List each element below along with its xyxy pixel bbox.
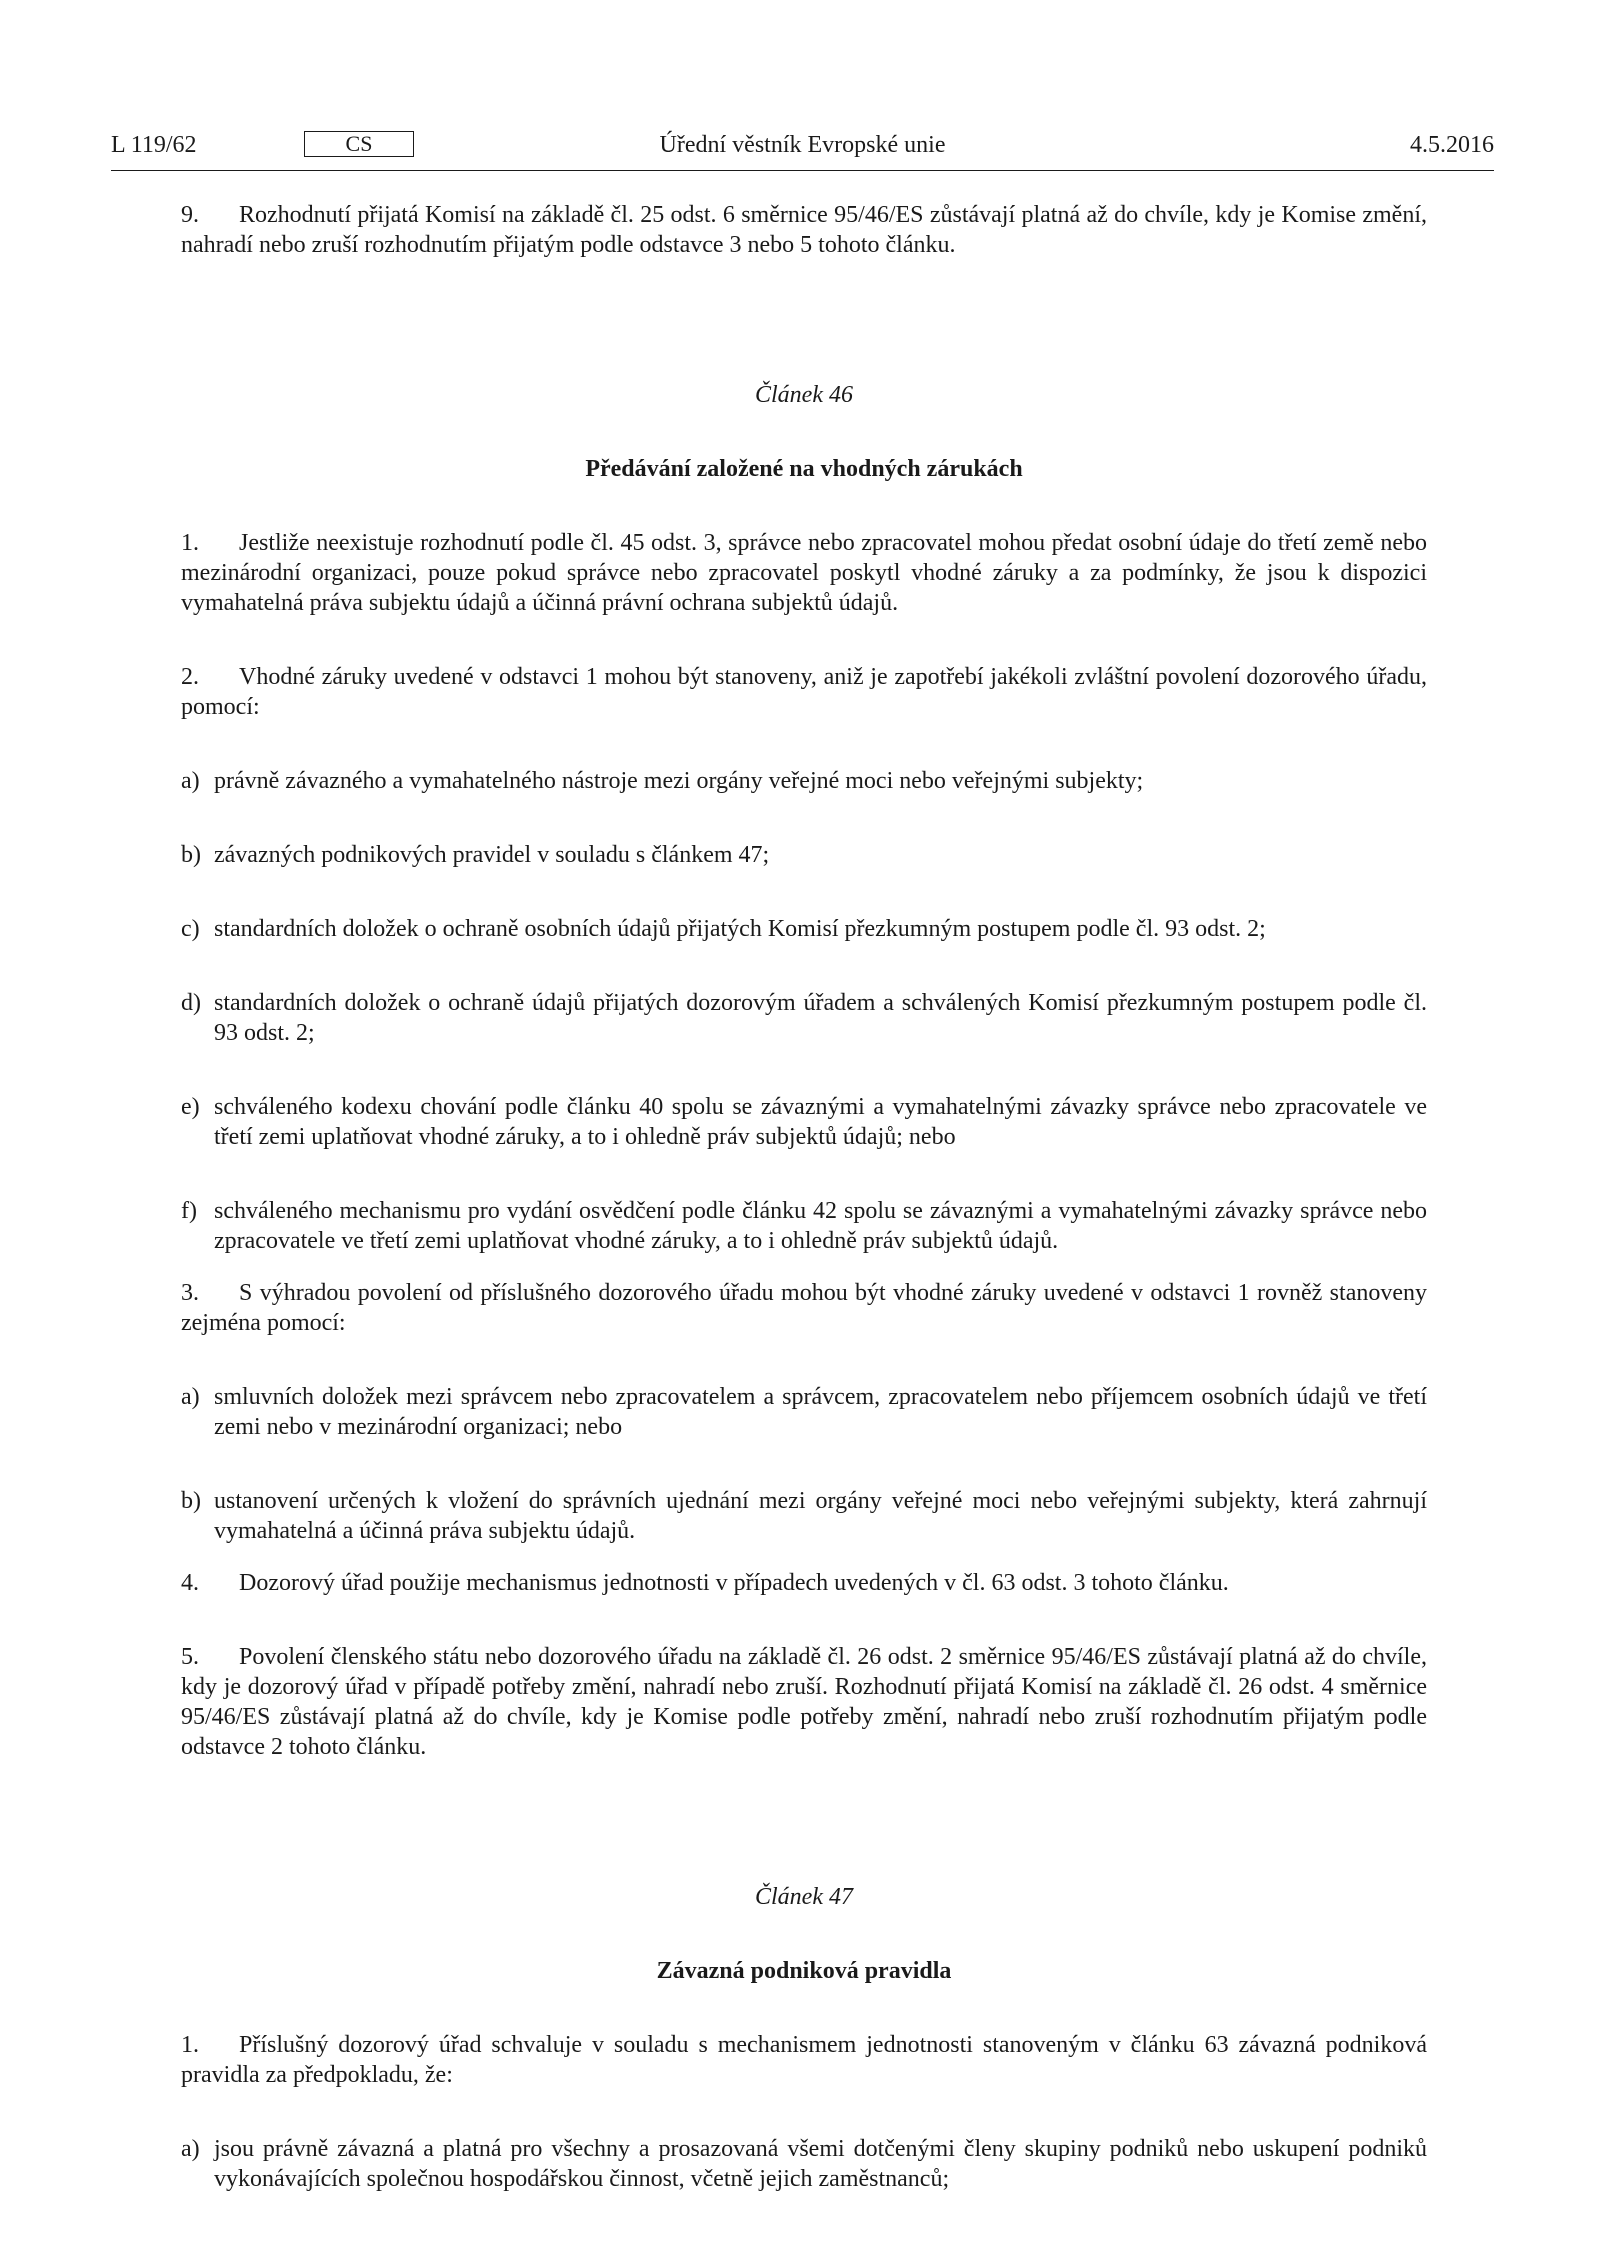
article-47-title: Závazná podniková pravidla	[656, 1958, 952, 1984]
list-item-label: a)	[181, 2136, 200, 2162]
article-46-number: Článek 46	[755, 382, 853, 408]
list-item-label: b)	[181, 842, 201, 868]
paragraph-text: S výhradou povolení od příslušného dozorového úřadu mohou být vhodné záruky uvedené v odstavci 1 rovněž stanoveny zejména pomocí:	[181, 1280, 1427, 1336]
list-item-text: standardních doložek o ochraně osobních údajů přijatých Komisí přezkumným postupem podle čl. 93 odst. 2;	[214, 916, 1266, 942]
paragraph-text: Jestliže neexistuje rozhodnutí podle čl. 45 odst. 3, správce nebo zpracovatel mohou předat osobní údaje do třetí země nebo mezinárodní organizaci, pouze pokud správce nebo zpracovatel poskytl vhodné záruky a za podmínky, že jsou k dispozici vymahatelná práva subjektu údajů a účinná právní ochrana subjektů údajů.	[181, 530, 1427, 616]
list-item-text: standardních doložek o ochraně údajů přijatých dozorovým úřadem a schválených Komisí přezkumným postupem podle čl. 93 odst. 2;	[214, 990, 1427, 1046]
paragraph-number: 3.	[181, 1280, 199, 1306]
list-item-text: schváleného kodexu chování podle článku 40 spolu se závaznými a vymahatelnými závazky správce nebo zpracovatele ve třetí zemi uplatňovat vhodné záruky, a to i ohledně práv subjektů údajů; nebo	[214, 1094, 1427, 1150]
list-item	[181, 840, 1427, 870]
paragraph-text: Dozorový úřad použije mechanismus jednotnosti v případech uvedených v čl. 63 odst. 3 tohoto článku.	[239, 1570, 1229, 1596]
list-item	[181, 1382, 1427, 1442]
list-item	[181, 1486, 1427, 1546]
list-item-text: smluvních doložek mezi správcem nebo zpracovatelem a správcem, zpracovatelem nebo příjemcem osobních údajů ve třetí zemi nebo v mezinárodní organizaci; nebo	[214, 1384, 1427, 1440]
list-item-label: a)	[181, 768, 200, 794]
paragraph-number: 2.	[181, 664, 199, 690]
list-item	[181, 1196, 1427, 1256]
list-item-label: f)	[181, 1198, 197, 1224]
paragraph-number: 9.	[181, 202, 199, 228]
article-47-number: Článek 47	[755, 1884, 853, 1910]
article-46-paragraph-5	[181, 1642, 1427, 1762]
paragraph-number: 1.	[181, 530, 199, 556]
paragraph-number: 4.	[181, 1570, 199, 1596]
language-code-box: CS	[304, 131, 414, 157]
list-item-text: závazných podnikových pravidel v souladu s článkem 47;	[214, 842, 770, 868]
list-item	[181, 2134, 1427, 2194]
article-46-title: Předávání založené na vhodných zárukách	[585, 456, 1023, 482]
page-reference: L 119/62	[111, 132, 197, 158]
document-body	[181, 200, 1427, 2194]
paragraph-text: Vhodné záruky uvedené v odstavci 1 mohou být stanoveny, aniž je zapotřebí jakékoli zvláštní povolení dozorového úřadu, pomocí:	[181, 664, 1427, 720]
list-item-text: jsou právně závazná a platná pro všechny a prosazovaná všemi dotčenými členy skupiny podniků nebo uskupení podniků vykonávajících společnou hospodářskou činnost, včetně jejich zaměstnanců;	[214, 2136, 1427, 2192]
publication-date: 4.5.2016	[1410, 132, 1494, 158]
list-item-label: a)	[181, 1384, 200, 1410]
paragraph-number: 1.	[181, 2032, 199, 2058]
article-46-paragraph-4	[181, 1568, 1427, 1598]
list-item-text: ustanovení určených k vložení do správních ujednání mezi orgány veřejné moci nebo veřejnými subjekty, která zahrnují vymahatelná a účinná práva subjektu údajů.	[214, 1488, 1427, 1544]
page-header	[111, 128, 1494, 168]
journal-title: Úřední věstník Evropské unie	[659, 132, 946, 158]
list-item-label: c)	[181, 916, 200, 942]
list-item	[181, 766, 1427, 796]
list-item	[181, 1092, 1427, 1152]
list-item-label: d)	[181, 990, 201, 1016]
header-rule	[111, 170, 1494, 171]
article-47-paragraph-1	[181, 2030, 1427, 2090]
list-item-text: právně závazného a vymahatelného nástroje mezi orgány veřejné moci nebo veřejnými subjekty;	[214, 768, 1144, 794]
list-item	[181, 914, 1427, 944]
article-46-paragraph-2	[181, 662, 1427, 722]
article-46-paragraph-3	[181, 1278, 1427, 1338]
list-item-text: schváleného mechanismu pro vydání osvědčení podle článku 42 spolu se závaznými a vymahatelnými závazky správce nebo zpracovatele ve třetí zemi uplatňovat vhodné záruky, a to i ohledně práv subjektů údajů.	[214, 1198, 1427, 1254]
paragraph-number: 5.	[181, 1644, 199, 1670]
paragraph-text: Povolení členského státu nebo dozorového úřadu na základě čl. 26 odst. 2 směrnice 95/46/ES zůstávají platná až do chvíle, kdy je dozorový úřad v případě potřeby změní, nahradí nebo zruší. Rozhodnutí přijatá Komisí na základě čl. 26 odst. 4 směrnice 95/46/ES zůstávají platná až do chvíle, kdy je Komise podle potřeby změní, nahradí nebo zruší rozhodnutím přijatým podle odstavce 2 tohoto článku.	[181, 1644, 1427, 1760]
paragraph-text: Příslušný dozorový úřad schvaluje v souladu s mechanismem jednotnosti stanoveným v článku 63 závazná podniková pravidla za předpokladu, že:	[181, 2032, 1427, 2088]
paragraph-text: Rozhodnutí přijatá Komisí na základě čl. 25 odst. 6 směrnice 95/46/ES zůstávají platná až do chvíle, kdy je Komise změní, nahradí nebo zruší rozhodnutím přijatým podle odstavce 3 nebo 5 tohoto článku.	[181, 202, 1427, 258]
list-item-label: b)	[181, 1488, 201, 1514]
list-item	[181, 988, 1427, 1048]
article-46-paragraph-1	[181, 528, 1427, 618]
list-item-label: e)	[181, 1094, 200, 1120]
paragraph-9	[181, 200, 1427, 260]
